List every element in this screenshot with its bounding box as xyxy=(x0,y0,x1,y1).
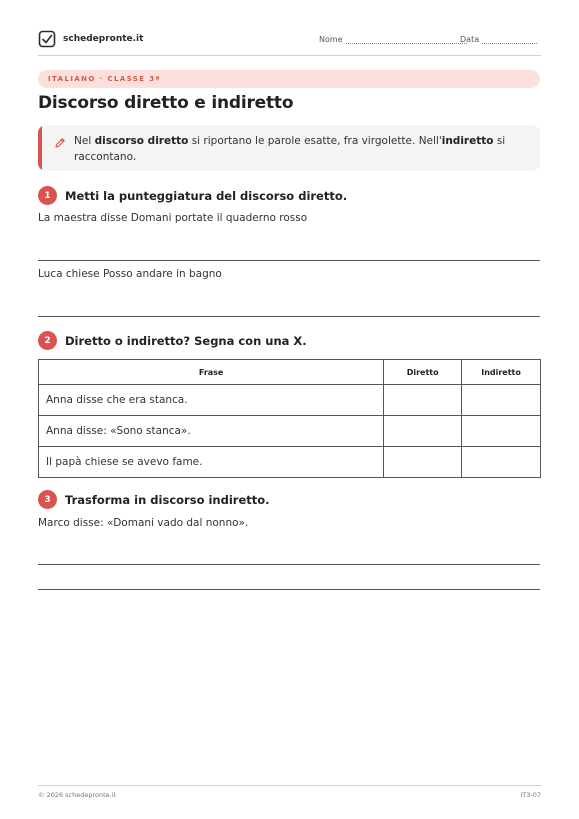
exercise-2-heading xyxy=(38,331,307,350)
name-field[interactable] xyxy=(319,35,467,44)
answer-line[interactable] xyxy=(38,316,540,317)
exercise-title: Trasforma in discorso indiretto. xyxy=(65,492,270,507)
exercise-title: Metti la punteggiatura del discorso diretto. xyxy=(65,188,348,203)
exercise-number: 3 xyxy=(38,490,57,509)
exercise-1-sentence: Luca chiese Posso andare in bagno xyxy=(38,268,222,280)
date-field[interactable] xyxy=(460,35,537,44)
footer-copyright: © 2026 schedepronte.it xyxy=(38,791,117,799)
exercise-3-sentence: Marco disse: «Domani vado dal nonno». xyxy=(38,517,249,529)
note-text xyxy=(74,133,530,165)
subject-badge: ITALIANO · CLASSE 3ª xyxy=(38,70,540,88)
answer-line[interactable] xyxy=(38,589,540,590)
exercise-1-sentence: La maestra disse Domani portate il quaderno rosso xyxy=(38,212,308,224)
diretto-checkbox-cell[interactable] xyxy=(384,447,462,478)
column-header: Frase xyxy=(39,360,384,385)
exercise-number: 1 xyxy=(38,186,57,205)
page-title: Discorso diretto e indiretto xyxy=(38,93,294,113)
indiretto-checkbox-cell[interactable] xyxy=(462,385,541,416)
date-blank[interactable] xyxy=(482,36,537,44)
sentence-cell: Anna disse che era stanca. xyxy=(39,385,384,416)
sentence-cell: Il papà chiese se avevo fame. xyxy=(39,447,384,478)
pencil-icon xyxy=(54,137,66,149)
exercise-title: Diretto o indiretto? Segna con una X. xyxy=(65,333,307,348)
classification-table xyxy=(38,359,541,478)
diretto-checkbox-cell[interactable] xyxy=(384,416,462,447)
checklist-icon xyxy=(38,30,56,48)
column-header: Diretto xyxy=(384,360,462,385)
exercise-3-heading xyxy=(38,490,270,509)
note-text-part: Nel xyxy=(74,135,95,147)
indiretto-checkbox-cell[interactable] xyxy=(462,447,541,478)
brand-name: schedepronte.it xyxy=(63,34,144,44)
table-row xyxy=(39,385,541,416)
info-note xyxy=(38,125,540,171)
footer-code: IT3-07 xyxy=(520,791,541,799)
column-header: Indiretto xyxy=(462,360,541,385)
note-bold-term: indiretto xyxy=(441,135,494,147)
name-blank[interactable] xyxy=(346,36,467,44)
exercise-number: 2 xyxy=(38,331,57,350)
answer-line[interactable] xyxy=(38,564,540,565)
table-row xyxy=(39,416,541,447)
name-label: Nome xyxy=(319,35,343,44)
sentence-cell: Anna disse: «Sono stanca». xyxy=(39,416,384,447)
table-row xyxy=(39,447,541,478)
note-bold-term: discorso diretto xyxy=(94,135,189,147)
note-accent-bar xyxy=(38,125,42,171)
answer-line[interactable] xyxy=(38,260,540,261)
page-footer xyxy=(38,785,541,799)
table-header-row xyxy=(39,360,541,385)
exercise-1-heading xyxy=(38,186,347,205)
indiretto-checkbox-cell[interactable] xyxy=(462,416,541,447)
diretto-checkbox-cell[interactable] xyxy=(384,385,462,416)
note-text-part: si raccontano. xyxy=(74,135,506,163)
brand xyxy=(38,30,143,48)
note-text-part: si riportano le parole esatte, fra virgolette. Nell' xyxy=(188,135,442,147)
date-label: Data xyxy=(460,35,480,44)
page-header xyxy=(38,28,541,56)
